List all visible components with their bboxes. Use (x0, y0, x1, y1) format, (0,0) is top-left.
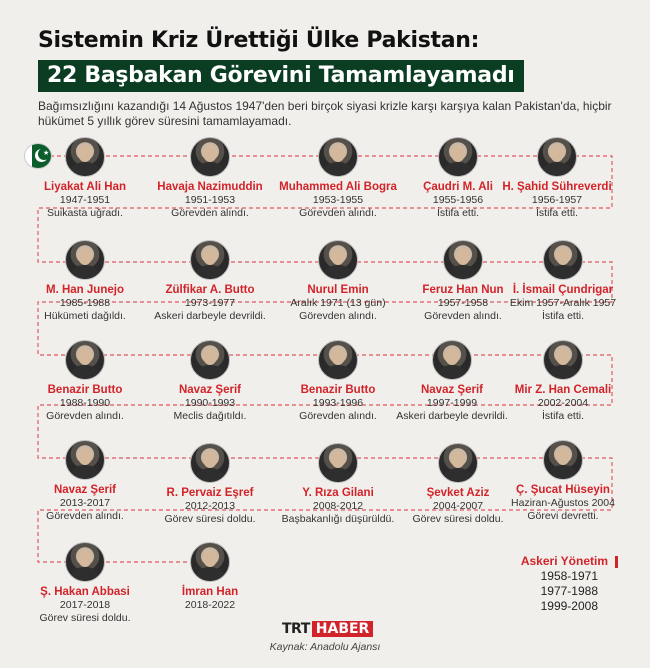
military-rule-box (498, 554, 618, 614)
military-period: 1977-1988 (540, 584, 598, 598)
pm-years: Aralık 1971 (13 gün) (290, 297, 386, 309)
portrait-photo (318, 340, 358, 380)
pm-years: 1947-1951 (59, 194, 111, 206)
pm-years: 2012-2013 (184, 500, 236, 512)
pm-years: 1973-1977 (184, 297, 236, 309)
pakistan-flag-icon: ★ (24, 143, 52, 169)
pm-name: Navaz Şerif (420, 384, 483, 396)
pm-note: İstifa etti. (436, 207, 479, 219)
pm-name: Navaz Şerif (53, 484, 116, 496)
pm-name: Nurul Emin (307, 284, 369, 296)
pm-note: Görevden alındı. (299, 410, 377, 422)
prime-minister-card (145, 340, 275, 423)
portrait-photo (190, 240, 230, 280)
pm-note: İstifa etti. (541, 310, 584, 322)
pm-note: Görevden alındı. (299, 207, 377, 219)
pm-years: 2013-2017 (59, 497, 111, 509)
intro-text: Bağımsızlığını kazandığı 14 Ağustos 1947'den beri birçok siyasi krizle karşı karşıya kalan Pakistan'da, hiçbir hükümet 5 yıllık görev süresini tamamlayamadı. (38, 99, 612, 128)
pm-name: Muhammed Ali Bogra (279, 181, 397, 193)
pm-name: İmran Han (181, 586, 239, 598)
prime-minister-card (398, 240, 528, 323)
pm-name: R. Pervaiz Eşref (166, 487, 254, 499)
pm-years: 2008-2012 (312, 500, 364, 512)
title-line-1: Sistemin Kriz Ürettiği Ülke Pakistan: (38, 28, 480, 53)
portrait-photo (543, 340, 583, 380)
pm-note: Hükümeti dağıldı. (44, 310, 126, 322)
pm-note: Görevi devretti. (527, 510, 599, 522)
portrait-photo (432, 340, 472, 380)
trt-haber-logo: TRT HABER (282, 620, 373, 638)
pm-years: 1953-1955 (312, 194, 364, 206)
prime-minister-card (393, 443, 523, 526)
pm-note: Askeri darbeyle devrildi. (396, 410, 508, 422)
pm-years: 2017-2018 (59, 599, 111, 611)
portrait-photo (537, 137, 577, 177)
pm-name: Zülfikar A. Butto (165, 284, 255, 296)
prime-minister-card (20, 440, 150, 523)
pm-note: İstifa etti. (535, 207, 578, 219)
portrait-photo (190, 542, 230, 582)
prime-minister-card (20, 542, 150, 625)
title-line-2: 22 Başbakan Görevini Tamamlayamadı (38, 60, 524, 92)
pm-years: 2002-2004 (537, 397, 589, 409)
portrait-photo (438, 443, 478, 483)
pm-years: 1955-1956 (432, 194, 484, 206)
prime-minister-card (145, 240, 275, 323)
pm-name: Mir Z. Han Cemali (514, 384, 612, 396)
pm-years: Ekim 1957-Aralık 1957 (509, 297, 617, 309)
pm-note: İstifa etti. (541, 410, 584, 422)
portrait-photo (65, 542, 105, 582)
portrait-photo (65, 440, 105, 480)
pm-name: Liyakat Ali Han (43, 181, 127, 193)
portrait-photo (318, 443, 358, 483)
portrait-photo (438, 137, 478, 177)
pm-note: Görevden alındı. (46, 510, 124, 522)
pm-name: Ç. Şucat Hüseyin (516, 484, 610, 496)
portrait-photo (443, 240, 483, 280)
pm-note: Askeri darbeyle devrildi. (154, 310, 266, 322)
prime-minister-card (492, 137, 622, 220)
pm-name: Feruz Han Nun (422, 284, 504, 296)
military-period: 1958-1971 (540, 569, 598, 583)
pm-note: Meclis dağıtıldı. (173, 410, 247, 422)
portrait-photo (190, 340, 230, 380)
pm-note: Görev süresi doldu. (164, 513, 256, 525)
prime-minister-card (20, 240, 150, 323)
pm-note: Görevden alındı. (46, 410, 124, 422)
portrait-photo (190, 137, 230, 177)
pm-years: 2018-2022 (184, 599, 236, 611)
pm-name: Çaudri M. Ali (423, 181, 493, 193)
portrait-photo (318, 137, 358, 177)
portrait-photo (543, 240, 583, 280)
military-title: Askeri Yönetim (520, 554, 608, 568)
portrait-photo (190, 443, 230, 483)
pm-years: 1985-1988 (59, 297, 111, 309)
pm-name: Benazir Butto (47, 384, 123, 396)
pm-years: 1993-1996 (312, 397, 364, 409)
prime-minister-card (20, 137, 150, 220)
pm-note: Görev süresi doldu. (39, 612, 131, 624)
military-period: 1999-2008 (540, 599, 598, 613)
pm-name: Ş. Hakan Abbasi (40, 586, 130, 598)
pm-years: 1988-1990 (59, 397, 111, 409)
portrait-photo (65, 240, 105, 280)
pm-note: Görevden alındı. (299, 310, 377, 322)
pm-name: Havaja Nazimuddin (157, 181, 263, 193)
pm-years: 2004-2007 (432, 500, 484, 512)
portrait-photo (65, 340, 105, 380)
portrait-photo (318, 240, 358, 280)
prime-minister-card (145, 542, 275, 612)
pm-years: 1956-1957 (531, 194, 583, 206)
prime-minister-card (145, 443, 275, 526)
pm-note: Görevden alındı. (424, 310, 502, 322)
pm-years: 1997-1999 (426, 397, 478, 409)
portrait-photo (543, 440, 583, 480)
portrait-photo (65, 137, 105, 177)
prime-minister-card (20, 340, 150, 423)
prime-minister-card (273, 240, 403, 323)
pm-name: H. Şahid Sühreverdi (502, 181, 612, 193)
prime-minister-card (498, 340, 628, 423)
pm-years: 1990-1993 (184, 397, 236, 409)
pm-name: Navaz Şerif (178, 384, 241, 396)
pm-name: Şevket Aziz (426, 487, 490, 499)
prime-minister-card (273, 340, 403, 423)
pm-name: Y. Rıza Gilani (302, 487, 374, 499)
prime-minister-card (273, 443, 403, 526)
pm-years: 1957-1958 (437, 297, 489, 309)
pm-note: Suikasta uğradı. (47, 207, 123, 219)
prime-minister-card (145, 137, 275, 220)
pm-note: Görev süresi doldu. (412, 513, 504, 525)
pm-years: Haziran-Ağustos 2004 (511, 497, 615, 509)
source-text: Kaynak: Anadolu Ajansı (269, 641, 381, 653)
pm-note: Başbakanlığı düşürüldü. (281, 513, 395, 525)
pm-name: İ. İsmail Çundrigar (512, 284, 614, 296)
accent-bar (615, 556, 618, 568)
pm-name: Benazir Butto (300, 384, 376, 396)
pm-name: M. Han Junejo (46, 284, 124, 296)
prime-minister-card (273, 137, 403, 220)
pm-note: Görevden alındı. (171, 207, 249, 219)
pm-years: 1951-1953 (184, 194, 236, 206)
